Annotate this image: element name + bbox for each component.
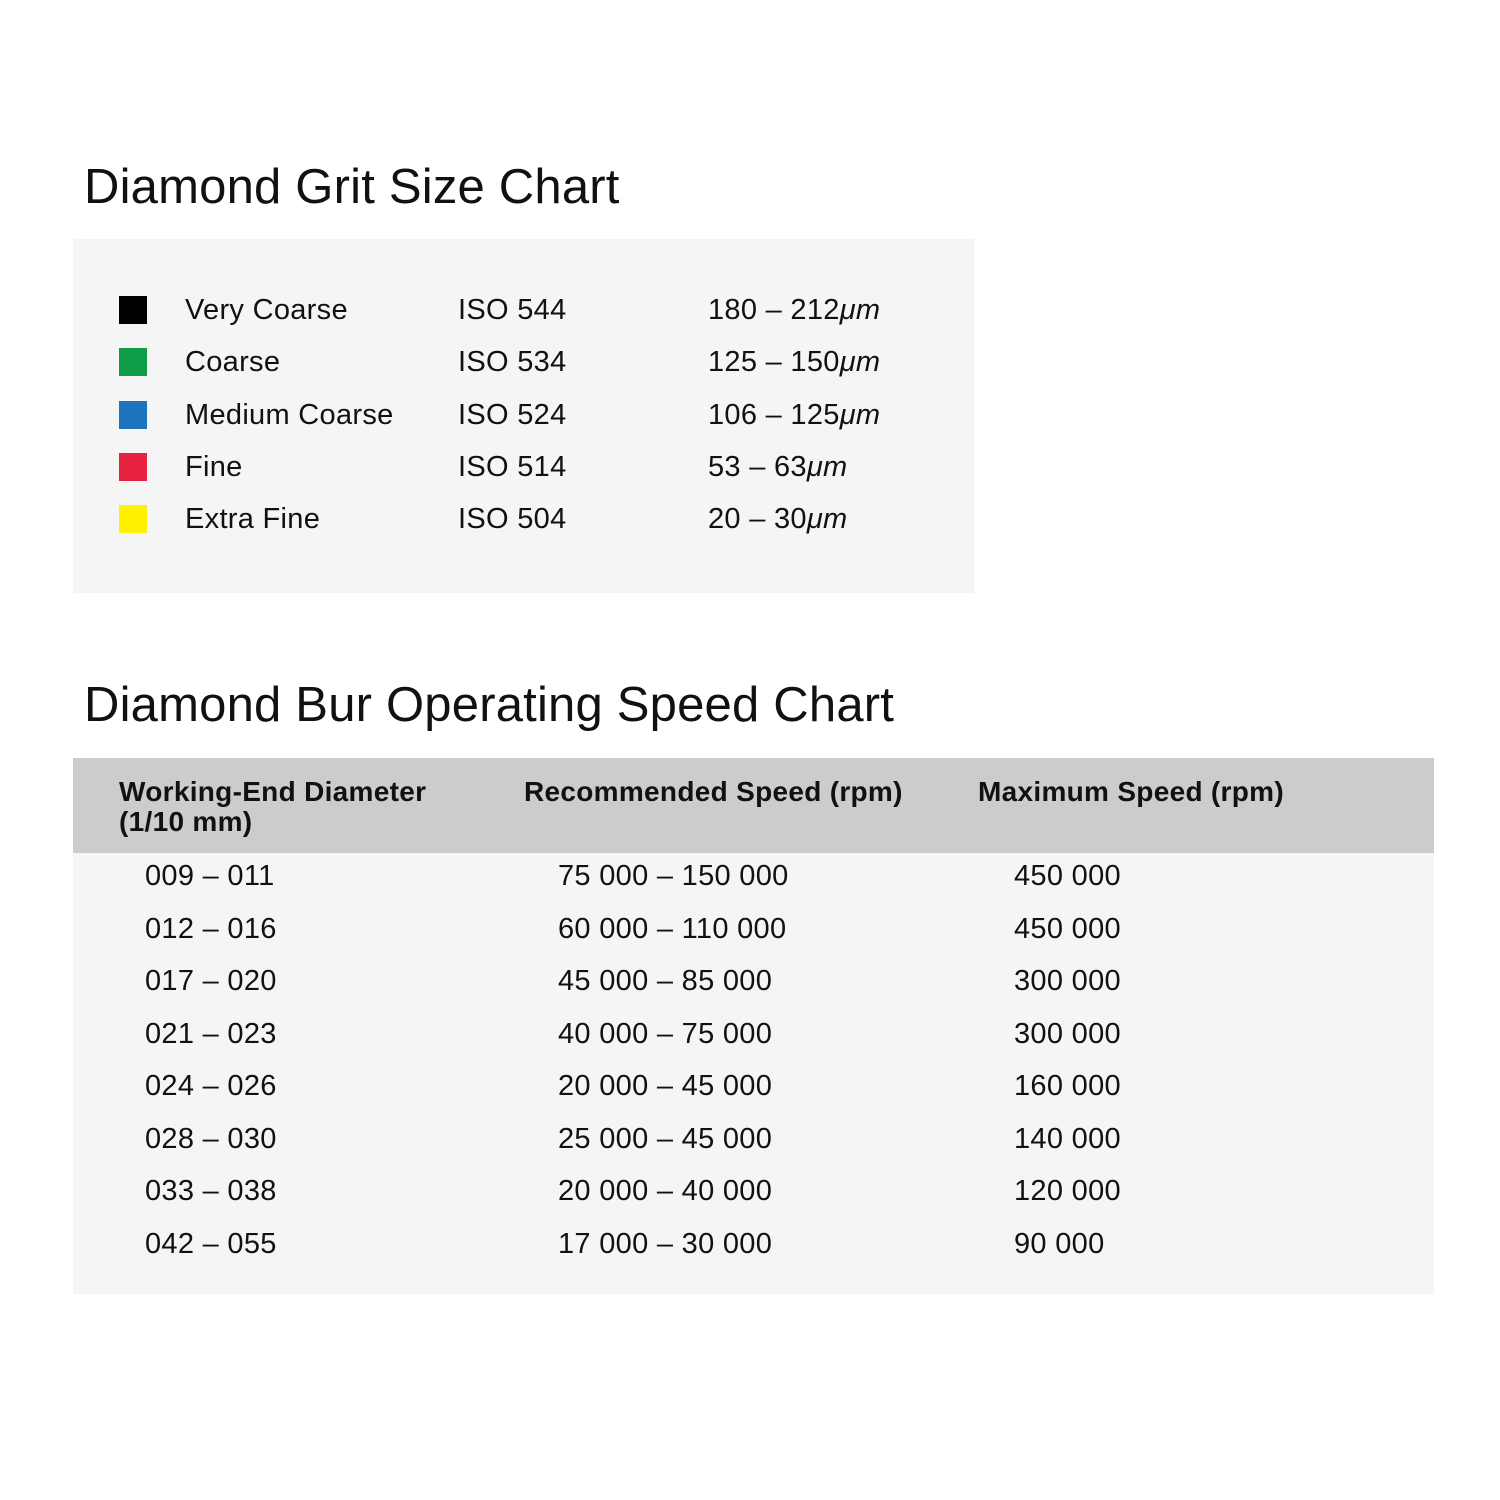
grit-range-value: 180 – 212 (708, 294, 840, 326)
header-maximum-speed: Maximum Speed (rpm) (978, 776, 1284, 807)
grit-name: Fine (185, 451, 243, 483)
cell-diameter: 017 – 020 (145, 965, 277, 997)
grit-color-swatch (119, 453, 147, 481)
table-row (73, 856, 1434, 896)
grit-range (708, 499, 848, 539)
cell-maximum-speed: 90 000 (1014, 1228, 1105, 1260)
grit-row-medium-coarse (73, 395, 974, 435)
grit-range-value: 53 – 63 (708, 451, 807, 483)
grit-range-unit: μm (839, 399, 881, 431)
grit-row-coarse (73, 342, 974, 382)
cell-recommended-speed: 75 000 – 150 000 (558, 860, 789, 892)
cell-recommended-speed: 20 000 – 40 000 (558, 1175, 773, 1207)
grit-range (708, 342, 880, 382)
header-recommended-speed: Recommended Speed (rpm) (524, 776, 903, 807)
table-row (73, 1014, 1434, 1054)
speed-table-header (73, 758, 1434, 853)
grit-color-swatch (119, 401, 147, 429)
cell-diameter: 009 – 011 (145, 860, 275, 892)
grit-range (708, 395, 880, 435)
grit-name: Coarse (185, 346, 281, 378)
cell-recommended-speed: 25 000 – 45 000 (558, 1123, 773, 1155)
table-row (73, 909, 1434, 949)
grit-range-unit: μm (839, 294, 881, 326)
grit-name: Medium Coarse (185, 399, 394, 431)
table-row (73, 961, 1434, 1001)
table-row (73, 1224, 1434, 1264)
grit-iso: ISO 534 (458, 346, 567, 378)
cell-maximum-speed: 120 000 (1014, 1175, 1121, 1207)
cell-maximum-speed: 300 000 (1014, 1018, 1121, 1050)
cell-diameter: 012 – 016 (145, 913, 277, 945)
header-working-end-diameter: Working-End Diameter (1/10 mm) (119, 776, 427, 837)
cell-diameter: 042 – 055 (145, 1228, 277, 1260)
cell-diameter: 028 – 030 (145, 1123, 277, 1155)
grit-range-unit: μm (806, 451, 848, 483)
grit-chart-panel (73, 239, 974, 593)
table-row (73, 1066, 1434, 1106)
cell-maximum-speed: 140 000 (1014, 1123, 1121, 1155)
cell-recommended-speed: 45 000 – 85 000 (558, 965, 773, 997)
grit-range-value: 20 – 30 (708, 503, 807, 535)
grit-range-unit: μm (839, 346, 881, 378)
speed-chart-title: Diamond Bur Operating Speed Chart (84, 678, 895, 732)
grit-iso: ISO 524 (458, 399, 567, 431)
grit-color-swatch (119, 505, 147, 533)
grit-row-extra-fine (73, 499, 974, 539)
table-row (73, 1171, 1434, 1211)
cell-diameter: 033 – 038 (145, 1175, 277, 1207)
cell-maximum-speed: 450 000 (1014, 913, 1121, 945)
grit-range-value: 106 – 125 (708, 399, 840, 431)
grit-row-very-coarse (73, 290, 974, 330)
grit-color-swatch (119, 348, 147, 376)
cell-maximum-speed: 160 000 (1014, 1070, 1121, 1102)
grit-range-unit: μm (806, 503, 848, 535)
table-row (73, 1119, 1434, 1159)
cell-diameter: 024 – 026 (145, 1070, 277, 1102)
grit-iso: ISO 504 (458, 503, 567, 535)
grit-iso: ISO 544 (458, 294, 567, 326)
cell-maximum-speed: 450 000 (1014, 860, 1121, 892)
cell-recommended-speed: 60 000 – 110 000 (558, 913, 787, 945)
cell-maximum-speed: 300 000 (1014, 965, 1121, 997)
grit-row-fine (73, 447, 974, 487)
cell-diameter: 021 – 023 (145, 1018, 277, 1050)
cell-recommended-speed: 40 000 – 75 000 (558, 1018, 773, 1050)
cell-recommended-speed: 17 000 – 30 000 (558, 1228, 773, 1260)
grit-color-swatch (119, 296, 147, 324)
grit-range (708, 290, 880, 330)
speed-chart-table (73, 758, 1434, 1294)
grit-range-value: 125 – 150 (708, 346, 840, 378)
cell-recommended-speed: 20 000 – 45 000 (558, 1070, 773, 1102)
grit-iso: ISO 514 (458, 451, 567, 483)
grit-name: Very Coarse (185, 294, 348, 326)
grit-name: Extra Fine (185, 503, 321, 535)
grit-chart-title: Diamond Grit Size Chart (84, 160, 620, 214)
grit-range (708, 447, 848, 487)
